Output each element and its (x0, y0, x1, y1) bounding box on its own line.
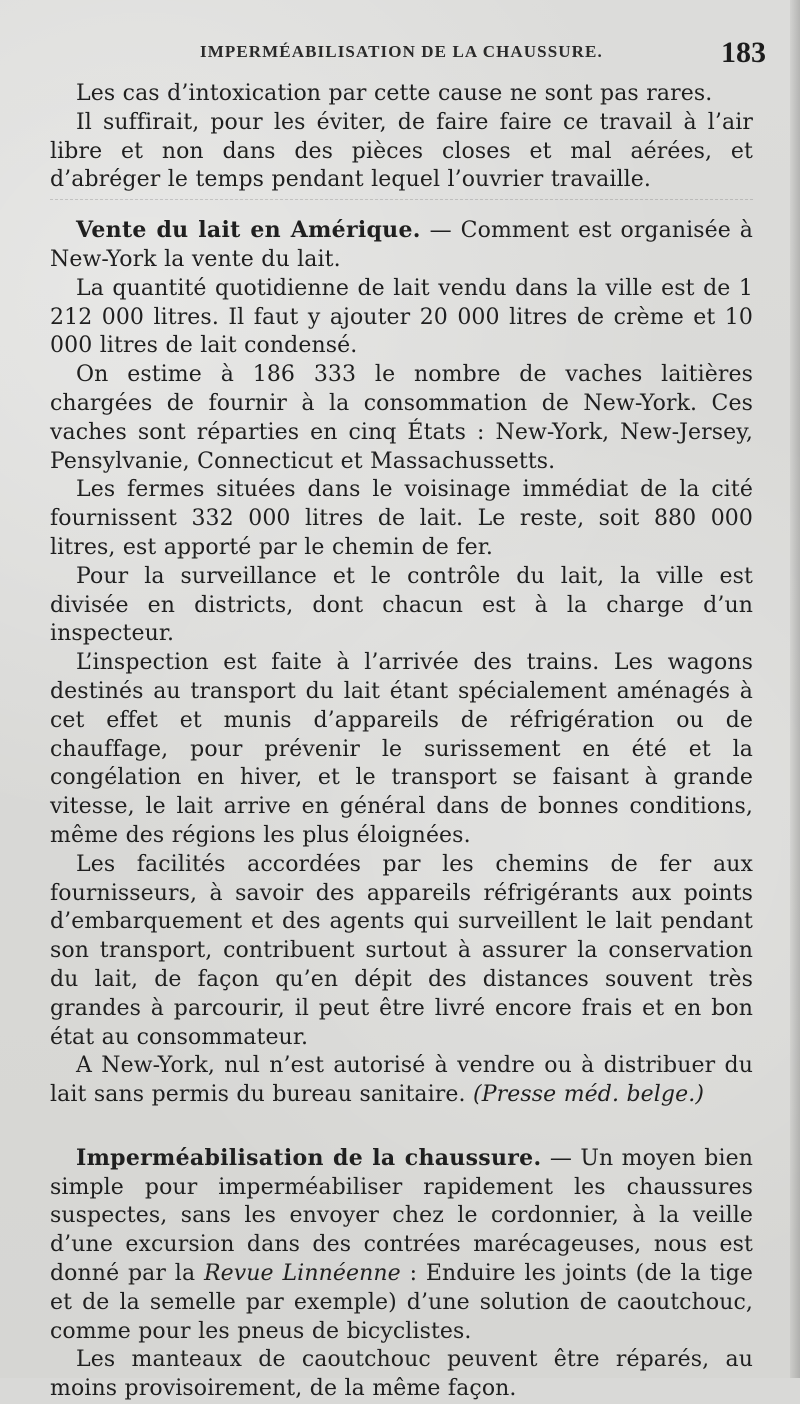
vente-lait-paragraph-1: La quantité quotidienne de lait vendu dans la ville est de 1 212 000 litres. Il faut y ajouter 20 000 litres de crème et 10 000 litres de lait condensé. (50, 275, 753, 359)
page-header (72, 36, 766, 82)
section-lead-text: Comment est organisée à New-York la vente du lait. (50, 218, 753, 272)
section-title-vente-lait: Vente du lait en Amérique. (76, 217, 421, 244)
intro-paragraph-2: Il suffirait, pour les éviter, de faire faire ce travail à l’air libre et non dans des pièces closes et mal aérées, et d’abréger le temps pendant lequel l’ouvrier travaille. (50, 109, 753, 193)
section-dash-2: — (541, 1145, 581, 1171)
section-vente-lait-heading-paragraph (50, 216, 753, 275)
page-number: 183 (721, 36, 766, 69)
vente-lait-last-text: A New-York, nul n’est autorisé à vendre ou à distribuer du lait sans permis du bureau sanitaire. (50, 1053, 753, 1108)
chaussure-closing-paragraph: Les manteaux de caoutchouc peuvent être réparés, au moins provisoirement, de la même façon. (50, 1347, 753, 1402)
intro-paragraph-1: Les cas d’intoxication par cette cause ne sont pas rares. (76, 81, 713, 106)
vente-lait-last-paragraph (50, 1052, 753, 1110)
section-chaussure-paragraph (50, 1144, 753, 1347)
page-edge-shadow (790, 0, 800, 1378)
chaussure-text-before-italic: Un moyen bien simple pour imperméabiliser rapidement les chaussures suspectes, sans les envoyer chez le cordonnier, à la veille d’une excursion dans des contrées marécageuses, nous est donné par la (50, 1145, 753, 1287)
journal-title: Revue Linnéenne (203, 1261, 401, 1287)
section-gap (50, 1110, 753, 1144)
running-title: IMPERMÉABILISATION DE LA CHAUSSURE. (200, 42, 603, 61)
vente-lait-paragraph-2: On estime à 186 333 le nombre de vaches laitières chargées de fournir à la consommation de New-York. Ces vaches sont réparties en cinq États : New-York, New-Jersey, Pensylvanie, Connecticut et Massachussetts. (50, 362, 753, 474)
section-dash: — (420, 218, 461, 244)
vente-lait-paragraph-5: L’inspection est faite à l’arrivée des trains. Les wagons destinés au transport du lait étant spécialement aménagés à cet effet et munis d’appareils de réfrigération ou de chauffage, pour prévenir le surissement en été et la congélation en hiver, et le transport se faisant à grande vitesse, le lait arrive en général dans de bonnes conditions, même des régions les plus éloignées. (50, 650, 753, 848)
section-title-chaussure: Imperméabilisation de la chaussure. (76, 1144, 542, 1171)
vente-lait-paragraph-3: Les fermes situées dans le voisinage immédiat de la cité fournissent 332 000 litres de lait. Le reste, soit 880 000 litres, est apporté par le chemin de fer. (50, 477, 753, 560)
chaussure-text-after-italic: : Enduire les joints (de la tige et de la semelle par exemple) d’une solution de caoutchouc, comme pour les pneus de bicyclistes. (50, 1261, 754, 1344)
vente-lait-paragraph-4: Pour la surveillance et le contrôle du lait, la ville est divisée en districts, dont chacun est à la charge d’un inspecteur. (50, 563, 753, 647)
section-divider (50, 199, 753, 200)
vente-lait-paragraph-6: Les facilités accordées par les chemins de fer aux fournisseurs, à savoir des appareils réfrigérants aux points d’embarquement et des agents qui surveillent le lait pendant son transport, contribuent surtout à assurer la conservation du lait, de façon qu’en dépit des distances souvent très grandes à parcourir, il peut être livré encore frais et en bon état au consommateur. (50, 851, 753, 1050)
page-content (50, 80, 753, 1404)
source-citation: (Presse méd. belge.) (473, 1082, 705, 1108)
